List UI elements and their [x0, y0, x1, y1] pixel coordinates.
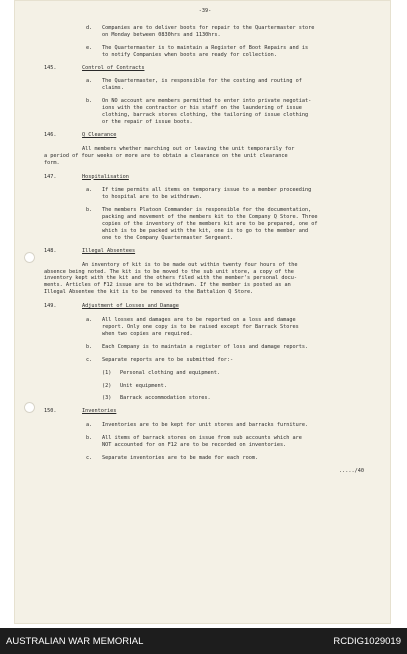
- footer-record-id: RCDIG1029019: [333, 635, 401, 647]
- list-item: c. Separate reports are to be submitted for:-: [86, 356, 234, 363]
- punch-hole: [24, 252, 35, 263]
- section-heading: 149. Adjustment of Losses and Damage: [44, 303, 179, 310]
- list-item: b. Each Company is to maintain a register of loss and damage reports.: [86, 343, 309, 350]
- punch-hole: [24, 402, 35, 413]
- section-heading: 150. Inventories: [44, 408, 117, 415]
- list-item: a. All losses and damages are to be reported on a loss and damage report. Only one copy is to be raised except for Barrack Stores when two copies are required.: [86, 317, 299, 337]
- section-heading: 147. Hospitalisation: [44, 173, 129, 180]
- list-item: e. The Quartermaster is to maintain a Register of Boot Repairs and is to notify Companies when boots are ready for collection.: [86, 44, 309, 58]
- list-item: c. Separate inventories are to be made for each room.: [86, 454, 259, 461]
- list-item: b. The members Platoon Commander is responsible for the documentation, packing and movement of the members kit to the Company Q Store. Three copies of the inventory of the members kit are to be prepared, one of which is to be packed with the kit, one is to go to the member and one to the Company Quartermaster Sergeant.: [86, 207, 318, 241]
- continuation-marker: ...../40: [339, 467, 364, 474]
- list-item: b. On NO account are members permitted to enter into private negotiat- ions with the contractor or his staff on the laundering of issue clothing, barrack stores clothing, the tailoring of issue clothing or the repair of issue boots.: [86, 98, 312, 125]
- list-item: b. All items of barrack stores on issue from sub accounts which are NOT accounted for on F12 are to be recorded on inventories.: [86, 435, 302, 449]
- list-item: a. Inventories are to be kept for unit stores and barracks furniture.: [86, 422, 309, 429]
- section-heading: 146. Q Clearance: [44, 131, 117, 138]
- document-body: [44, 8, 366, 475]
- list-item: a. The Quartermaster, is responsible for the costing and routing of claims.: [86, 78, 302, 92]
- sub-list-item: (1) Personal clothing and equipment.: [102, 369, 220, 376]
- sub-list-item: (2) Unit equipment.: [102, 382, 167, 389]
- list-item: a. If time permits all items on temporary issue to a member proceeding to hospital are to be withdrawn.: [86, 187, 312, 201]
- archive-footer: [0, 628, 407, 654]
- section-heading: 148. Illegal Absentees: [44, 247, 136, 254]
- sub-list-item: (3) Barrack accommodation stores.: [102, 395, 211, 402]
- footer-institution: AUSTRALIAN WAR MEMORIAL: [6, 635, 144, 647]
- paragraph: An inventory of kit is to be made out within twenty four hours of the absence being noted. The kit is to be moved to the sub unit store, a copy of the inventory kept with the kit and the others filed with the member's personal docu- ments. Articles of F12 issue are to be withdrawn. If the member is posted as an Illegal Absentee the kit is to be removed to the Battalion Q Store.: [44, 261, 298, 296]
- paragraph: All members whether marching out or leaving the unit temporarily for a period of four weeks or more are to obtain a clearance on the unit clearance form.: [44, 145, 295, 166]
- list-item: d. Companies are to deliver boots for repair to the Quartermaster store on Monday between 0830hrs and 1130hrs.: [86, 24, 315, 38]
- page-number: -39-: [198, 8, 212, 14]
- section-heading: 145. Control of Contracts: [44, 64, 145, 71]
